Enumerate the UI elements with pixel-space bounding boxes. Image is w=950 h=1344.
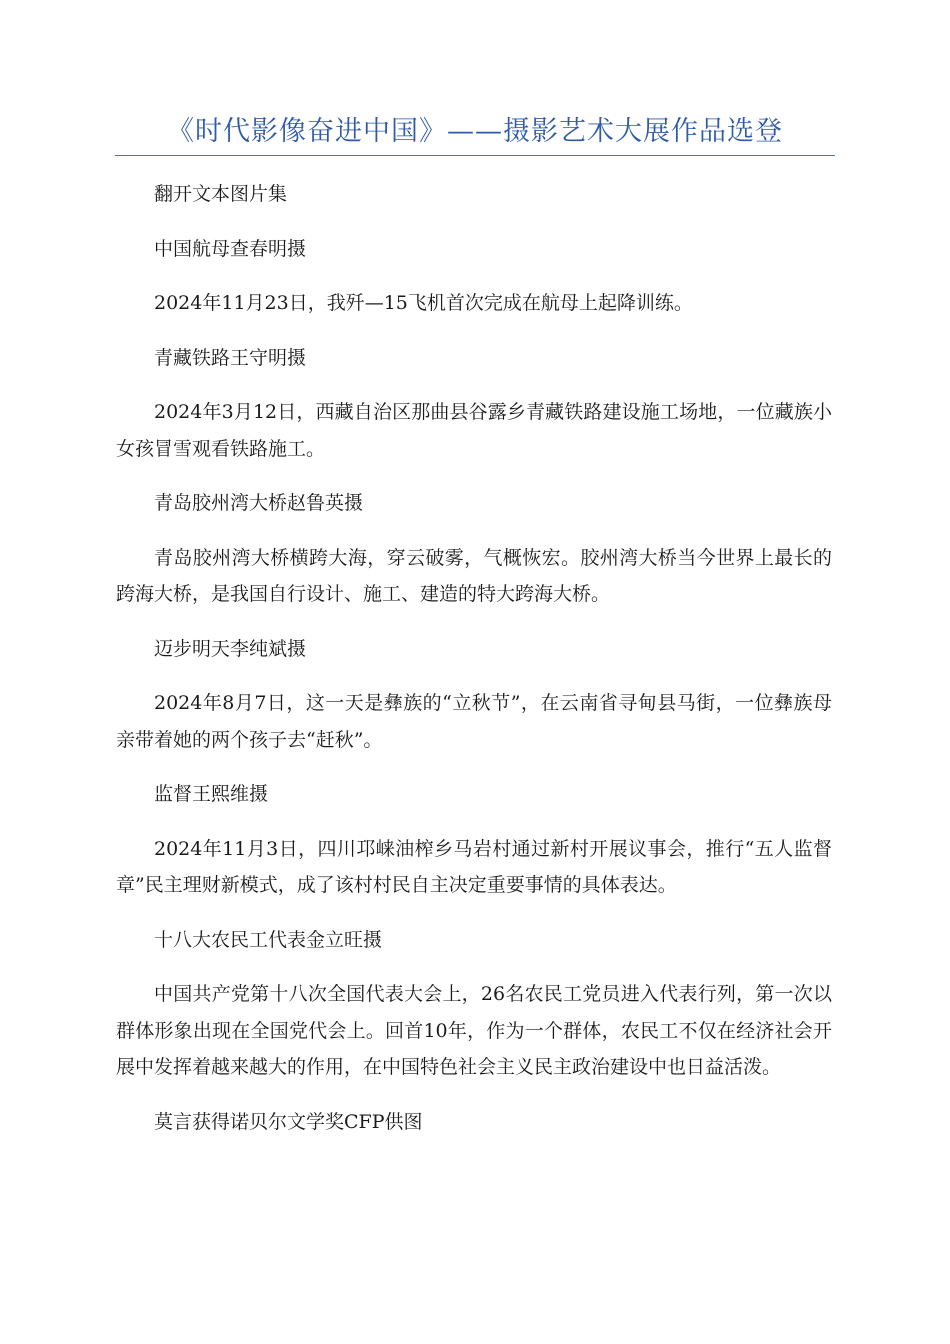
paragraph-intro: 翻开文本图片集 — [154, 183, 288, 205]
photo-caption-text: 2024年11月3日，四川邛崃油榨乡马岩村通过新村开展议事会，推行“五人监督章”民主理财新模式，成了该村村民自主决定重要事情的具体表达。 — [116, 837, 832, 896]
photo-caption-text: 青岛胶州湾大桥横跨大海，穿云破雾，气概恢宏。胶州湾大桥当今世界上最长的跨海大桥，是我国自行设计、施工、建造的特大跨海大桥。 — [116, 546, 832, 605]
photo-caption-title: 监督王熙维摄 — [154, 783, 269, 805]
photo-caption-text: 2024年8月7日，这一天是彝族的“立秋节”，在云南省寻甸县马街，一位彝族母亲带着她的两个孩子去“赶秋”。 — [116, 692, 832, 751]
photo-caption-title: 青岛胶州湾大桥赵鲁英摄 — [154, 492, 364, 514]
photo-caption-title: 迈步明天李纯斌摄 — [154, 637, 307, 660]
photo-caption-text: 2024年3月12日，西藏自治区那曲县谷露乡青藏铁路建设施工场地，一位藏族小女孩冒雪观看铁路施工。 — [116, 401, 832, 460]
document-body — [116, 176, 832, 1158]
title-underline — [115, 155, 835, 156]
document-title: 《时代影像奋进中国》——摄影艺术大展作品选登 — [167, 116, 783, 147]
photo-caption-text: 2024年11月23日，我歼—15飞机首次完成在航母上起降训练。 — [154, 292, 693, 314]
photo-caption-title: 青藏铁路王守明摄 — [154, 346, 307, 369]
photo-caption-title: 十八大农民工代表金立旺摄 — [154, 928, 383, 951]
photo-caption-title: 莫言获得诺贝尔文学奖CFP供图 — [154, 1110, 423, 1133]
photo-caption-title: 中国航母查春明摄 — [154, 237, 307, 260]
photo-caption-text: 中国共产党第十八次全国代表大会上，26名农民工党员进入代表行列，第一次以群体形象出现在全国党代会上。回首10年，作为一个群体，农民工不仅在经济社会开展中发挥着越来越大的作用，在中国特色社会主义民主政治建设中也日益活泼。 — [116, 983, 832, 1078]
